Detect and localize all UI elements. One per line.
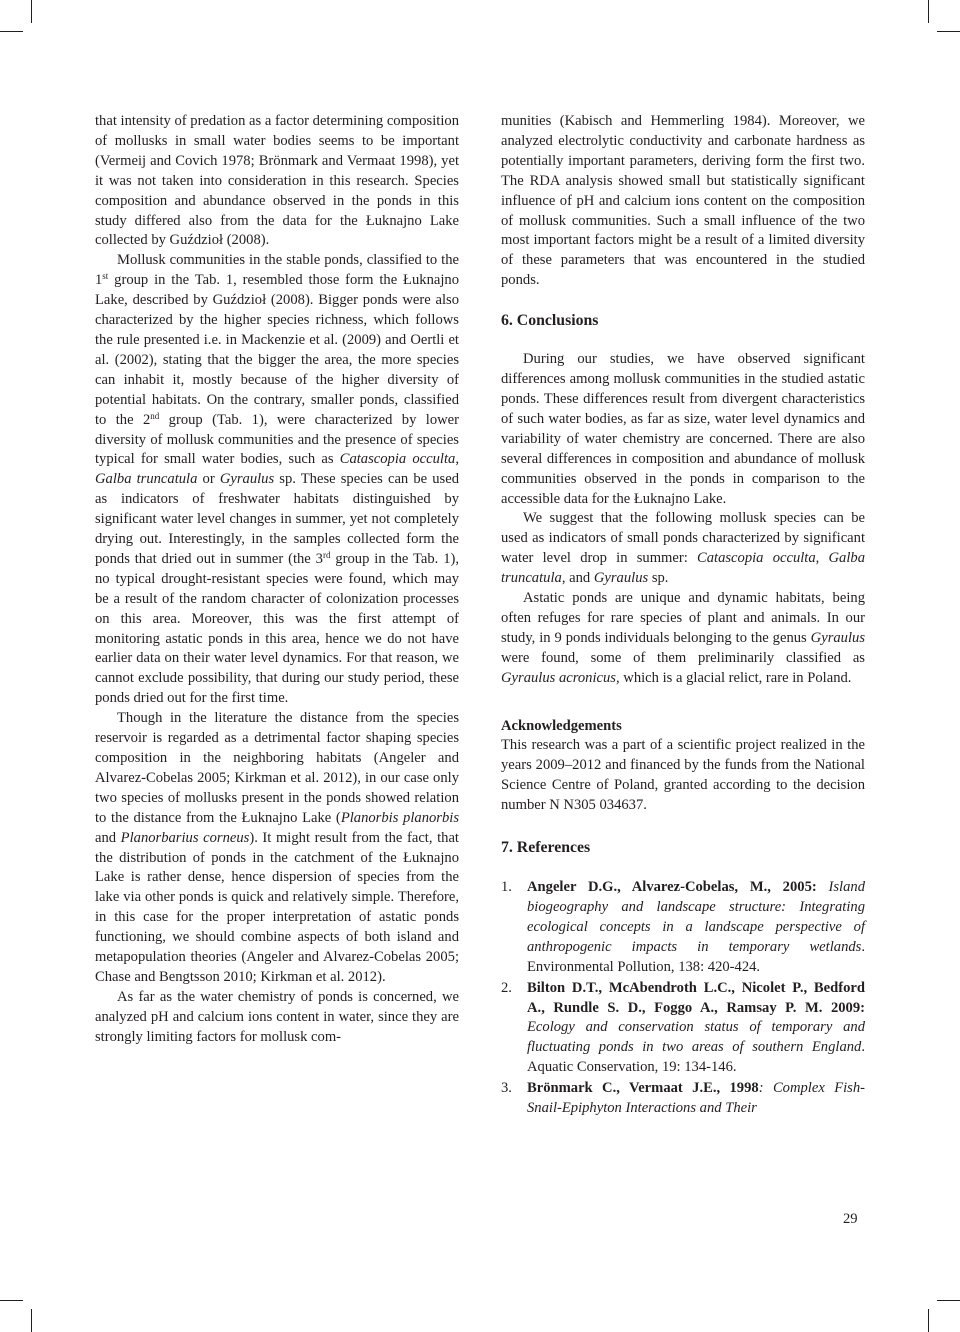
species-name: Planorbis planorbis: [340, 809, 459, 826]
reference-number: 1.: [501, 879, 512, 896]
text: Mollusk communities in the stable ponds, classified to the 1: [95, 252, 459, 289]
section-heading-references: 7. References: [501, 839, 591, 857]
paragraph: [501, 509, 865, 589]
text: that intensity of predation as a factor determining composition of mollusks in small water bodies seems to be important (Vermeij and Covich 1978; Brönmark and Vermaat 1998), yet it was not taken into consideration in this research. Species composition and abundance observed in the ponds in this study differed also from the data for the Łuknajno Lake collected by Guździoł (2008).: [95, 113, 459, 249]
reference-authors: Brönmark C., Vermaat J.E., 1998: [527, 1080, 759, 1097]
paragraph: [95, 112, 459, 251]
section-heading-conclusions: 6. Conclusions: [501, 312, 599, 330]
reference-item: [501, 878, 865, 978]
species-name: Galba truncatula: [501, 550, 865, 587]
reference-source: . Environmental Pollution, 138: 420-424.: [527, 938, 865, 975]
text: were found, some of them preliminarily classified as: [501, 649, 865, 666]
text: , and: [561, 570, 594, 587]
text: and: [95, 829, 121, 846]
text: munities (Kabisch and Hemmerling 1984). Moreover, we analyzed electrolytic conductivity and carbonate hardness as potentially important parameters, deriving form the first two. The RDA analysis showed small but statistically significant influence of pH and calcium ions content on the composition of mollusk communities. Such a small influence of the two most important factors might be a result of a limited diversity of these parameters that was encountered in the studied ponds.: [501, 113, 865, 289]
paragraph: [501, 350, 865, 509]
text: As far as the water chemistry of ponds is concerned, we analyzed pH and calcium ions content in water, since they are strongly limiting factors for mollusk com-: [95, 988, 459, 1045]
crop-mark: [937, 31, 960, 32]
crop-mark: [0, 31, 23, 32]
paragraph: [95, 709, 459, 988]
text: , which is a glacial relict, rare in Poland.: [615, 669, 852, 686]
reference-title: Ecology and conservation status of temporary and fluctuating ponds in two areas of southern England: [527, 1019, 865, 1056]
reference-authors: Bilton D.T., McAbendroth L.C., Nicolet P., Bedford A., Rundle S. D., Foggo A., Ramsay P. M. 2009:: [527, 979, 865, 1016]
text: Astatic ponds are unique and dynamic habitats, being often refuges for rare species of plant and animals. In our study, in 9 ponds individuals belonging to the genus: [501, 590, 865, 646]
species-name: Gyraulus acronicus: [501, 669, 616, 686]
text: sp. These species can be used as indicators of freshwater habitats distinguished by significant water level changes in summer, yet not completely drying out. Interestingly, in the samples collected form the ponds that dried out in summer (the 3: [95, 471, 459, 567]
crop-mark: [928, 1309, 929, 1332]
acknowledgements-heading: Acknowledgements: [501, 717, 622, 734]
superscript: nd: [150, 410, 160, 421]
species-name: Gyraulus: [593, 570, 649, 587]
species-name: Gyraulus: [219, 471, 275, 488]
text: ,: [815, 550, 829, 567]
species-name: Gyraulus: [810, 629, 865, 646]
reference-list: [501, 878, 865, 1119]
paragraph: [501, 112, 865, 291]
reference-source: . Aquatic Conservation, 19: 134-146.: [527, 1039, 865, 1076]
crop-mark: [31, 0, 32, 23]
superscript: rd: [322, 549, 331, 560]
text: During our studies, we have observed significant differences among mollusk communities in the studied astatic ponds. These differences result from divergent characteristics of such water bodies, as far as size, water level dynamics and variability of water chemistry are concerned. There are also several differences in composition and abundance of mollusk communities observed in the ponds in comparison to the accessible data for the Łuknajno Lake.: [501, 351, 865, 507]
reference-title: Island biogeography and landscape structure: Integrating ecological concepts in a landscape perspective of anthropogenic impacts in temporary wetlands: [527, 879, 865, 955]
text: We suggest that the following mollusk species can be used as indicators of small ponds characterized by significant water level drop in summer:: [501, 510, 865, 567]
species-name: Catascopia occulta: [697, 550, 816, 567]
paragraph: [501, 589, 865, 689]
reference-item: [501, 1079, 865, 1119]
right-column: [501, 112, 865, 1120]
species-name: Planorbarius corneus: [120, 829, 250, 846]
crop-mark: [0, 1300, 23, 1301]
reference-number: 3.: [501, 1080, 512, 1097]
text: sp.: [648, 570, 669, 587]
text: group in the Tab. 1, resembled those form the Łuknajno Lake, described by Guździoł (2008). Bigger ponds were also characterized by the higher species richness, which follows the rule presented i.e. in Mackenzie et al. (2009) and Oertli et al. (2002), stating that the bigger the area, the more species can inhabit it, mostly because of the higher diversity of potential habitats. On the contrary, smaller ponds, classified to the 2: [95, 272, 459, 428]
reference-title: : Complex Fish-Snail-Epiphyton Interactions and Their: [527, 1080, 866, 1117]
page-number: 29: [843, 1211, 858, 1227]
crop-mark: [937, 1300, 960, 1301]
reference-authors: Angeler D.G., Alvarez-Cobelas, M., 2005:: [527, 879, 817, 896]
text: ). It might result from the fact, that the distribution of ponds in the catchment of the Łuknajno Lake is rather dense, hence dispersion of species from the lake via other ponds is quick and relatively simple. Therefore, in this case for the proper interpretation of astatic ponds functioning, we should combine aspects of both island and metapopulation theories (Angeler and Alvarez-Cobelas 2005; Chase and Bengtsson 2010; Kirkman et al. 2012).: [95, 829, 459, 985]
text: or: [197, 471, 220, 488]
crop-mark: [928, 0, 929, 23]
left-column: [95, 112, 459, 1048]
superscript: st: [102, 271, 109, 282]
reference-number: 2.: [501, 979, 512, 996]
acknowledgements-text: This research was a part of a scientific project realized in the years 2009–2012 and financed by the funds from the National Science Centre of Poland, granted according to the decision number N N305 034637.: [501, 737, 865, 814]
paragraph: [95, 251, 459, 709]
paragraph: [95, 988, 459, 1048]
text: ,: [455, 451, 459, 468]
text: group in the Tab. 1), no typical drought-resistant species were found, which may be a result of the random character of colonization processes on this area. Moreover, this was the first attempt of monitoring astatic ponds in this area, hence we do not have earlier data on their water level dynamics. For that reason, we cannot exclude possibility, that during our study period, these ponds dried out for the first time.: [95, 550, 459, 707]
reference-item: [501, 979, 865, 1079]
species-name: Galba truncatula: [95, 471, 198, 488]
crop-mark: [31, 1309, 32, 1332]
text: group (Tab. 1), were characterized by lower diversity of mollusk communities and the presence of species typical for small water bodies, such as: [95, 411, 459, 468]
text: Though in the literature the distance from the species reservoir is regarded as a detrimental factor shaping species composition in the neighboring habitats (Angeler and Alvarez-Cobelas 2005; Kirkman et al. 2012), in our case only two species of mollusks present in the ponds showed relation to the distance from the Łuknajno Lake (: [95, 710, 459, 826]
species-name: Catascopia occulta: [339, 451, 456, 468]
